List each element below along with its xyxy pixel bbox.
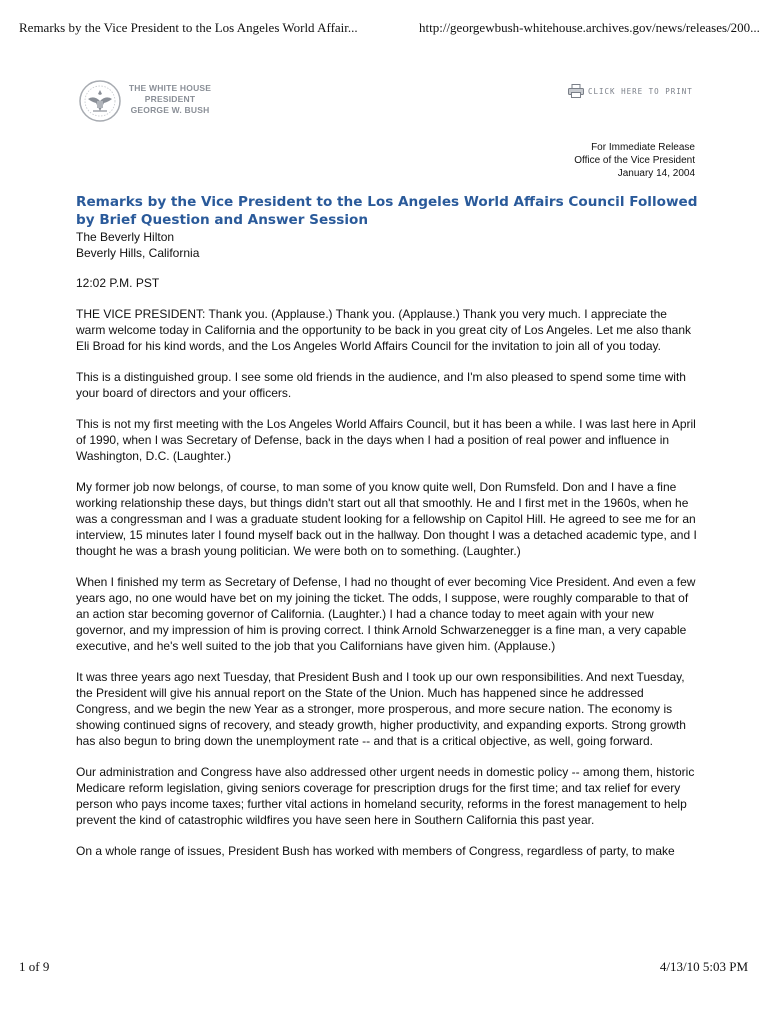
article-paragraph: This is not my first meeting with the Los Angeles World Affairs Council, but it has been a while. I was last here in April of 1990, when I was Secretary of Defense, back in the days when I had a position of real power and influence in Washington, D.C. (Laughter.) bbox=[76, 417, 696, 463]
article-paragraph: Our administration and Congress have also addressed other urgent needs in domestic policy -- among them, historic Medicare reform legislation, giving seniors coverage for prescription drugs for the first time; and tax relief for every person who pays income taxes; further vital actions in homeland security, reforms in the forest management to help prevent the kind of catastrophic wildfires you have seen here in Southern California this past year. bbox=[76, 765, 695, 827]
printer-icon bbox=[568, 84, 584, 98]
article bbox=[76, 193, 698, 859]
print-timestamp: 4/13/10 5:03 PM bbox=[659, 959, 748, 974]
page-number: 1 of 9 bbox=[19, 959, 50, 974]
article-time: 12:02 P.M. PST bbox=[76, 276, 160, 290]
article-title: Remarks by the Vice President to the Los Angeles World Affairs Council Followed by Brief Question and Answer Session bbox=[76, 194, 698, 228]
article-venue: The Beverly Hilton bbox=[76, 230, 175, 244]
logo-line-name: GEORGE W. BUSH bbox=[130, 105, 210, 115]
release-info bbox=[574, 141, 695, 180]
article-paragraph: When I finished my term as Secretary of Defense, I had no thought of ever becoming Vice President. And even a few years ago, no one would have bet on my joining the ticket. The odds, I suppose, were roughly comparable to that of an action star becoming governor of California. (Laughter.) I had a chance today to meet again with your new governor, and my impression of him is proving correct. I think Arnold Schwarzenegger is a fine man, a very capable executive, and he's well suited to the job that you Californians have given him. (Applause.) bbox=[76, 575, 696, 653]
white-house-logo[interactable] bbox=[78, 79, 218, 127]
release-office: Office of the Vice President bbox=[574, 155, 695, 166]
article-paragraph: This is a distinguished group. I see some old friends in the audience, and I'm also pleased to spend some time with your board of directors and your officers. bbox=[76, 370, 686, 400]
presidential-seal-icon bbox=[78, 79, 122, 123]
logo-line-white-house: THE WHITE HOUSE bbox=[128, 83, 212, 93]
logo-text bbox=[122, 83, 218, 116]
release-date: January 14, 2004 bbox=[617, 168, 695, 179]
print-link[interactable] bbox=[568, 84, 693, 98]
logo-line-president: PRESIDENT bbox=[144, 94, 196, 104]
release-type: For Immediate Release bbox=[591, 142, 695, 153]
article-city: Beverly Hills, California bbox=[76, 246, 200, 260]
article-paragraph: My former job now belongs, of course, to man some of you know quite well, Don Rumsfeld. Don and I have a fine working relationship these days, but things didn't start out all that smoothly. He and I first met in the 1960s, when he was a congressman and I was a graduate student looking for a fellowship on Capitol Hill. He agreed to see me for an interview, 15 minutes later I found myself back out in the hallway. Don thought I was a detached academic type, and I thought he was a brash young politician. We were both on to something. (Laughter.) bbox=[76, 480, 697, 558]
article-paragraph: On a whole range of issues, President Bush has worked with members of Congress, regardless of party, to make bbox=[76, 844, 675, 858]
browser-url: http://georgewbush-whitehouse.archives.gov/news/releases/200... bbox=[419, 20, 760, 35]
article-paragraph: THE VICE PRESIDENT: Thank you. (Applause.) Thank you. (Applause.) Thank you very much. I appreciate the warm welcome today in California and the opportunity to be back in you great city of Los Angeles. Let me also thank Eli Broad for his kind words, and the Los Angeles World Affairs Council for the invitation to join all of you today. bbox=[76, 307, 692, 353]
print-link-label[interactable]: CLICK HERE TO PRINT bbox=[588, 86, 693, 96]
browser-page-title: Remarks by the Vice President to the Los Angeles World Affair... bbox=[19, 20, 358, 35]
article-paragraph: It was three years ago next Tuesday, that President Bush and I took up our own responsibilities. And next Tuesday, the President will give his annual report on the State of the Union. Much has happened since he addressed Congress, and we begin the new Year as a stronger, more prosperous, and more secure nation. The economy is showing continued signs of recovery, and steady growth, higher productivity, and expanding exports. Strong growth has also begun to bring down the unemployment rate -- and that is a critical objective, as well, going forward. bbox=[76, 670, 686, 748]
